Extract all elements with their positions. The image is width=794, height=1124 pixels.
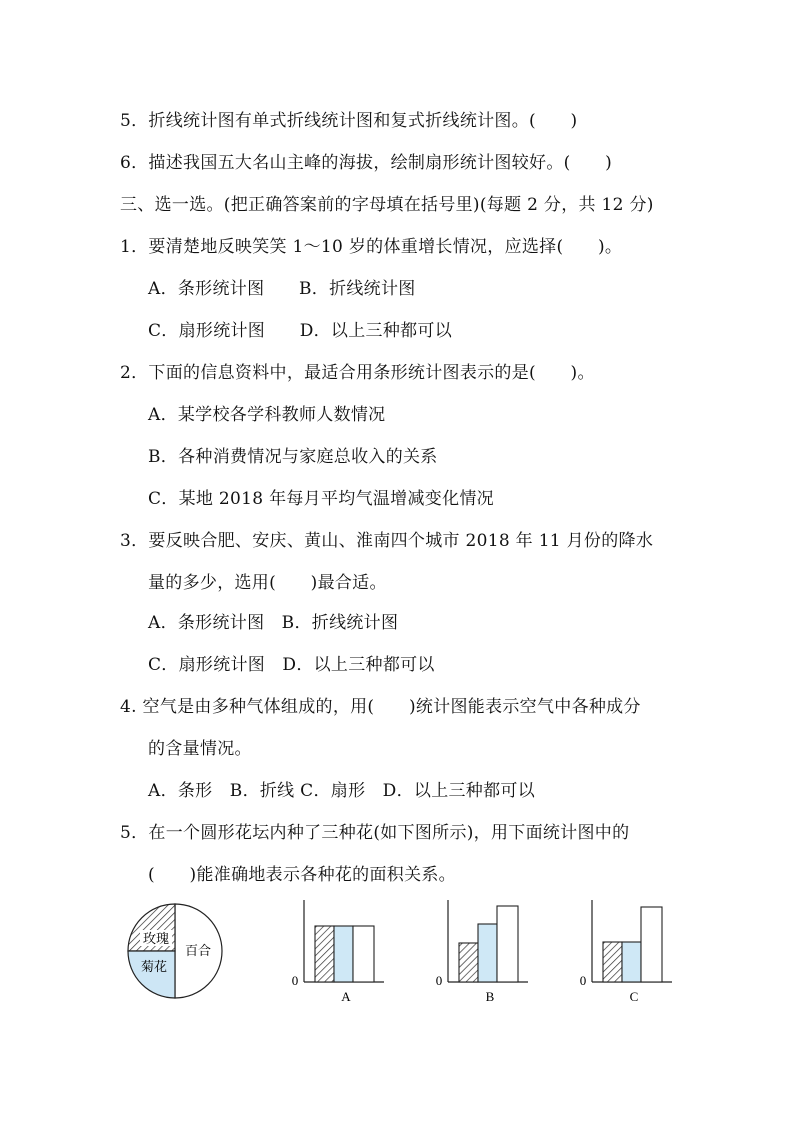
question-2: 2．下面的信息资料中，最适合用条形统计图表示的是( )。: [120, 363, 595, 383]
pie-label-chrysanthemum: 菊花: [140, 959, 168, 974]
question-4-options: A．条形 B．折线 C．扇形 D．以上三种都可以: [148, 781, 536, 801]
bar-c-chrysanthemum: [622, 942, 641, 982]
bar-chart-option-a: [292, 900, 384, 1004]
question-5-continued: ( )能准确地表示各种花的面积关系。: [148, 865, 456, 885]
pie-label-rose: 玫瑰: [142, 931, 170, 946]
question-1-options-cd: C．扇形统计图 D．以上三种都可以: [148, 321, 453, 341]
bar-a-chrysanthemum: [334, 926, 353, 982]
option-label-a: A: [341, 989, 351, 1004]
bar-a-lily: [353, 926, 374, 982]
question-2-option-a: A．某学校各学科教师人数情况: [148, 405, 386, 425]
bar-c-lily: [641, 907, 662, 982]
axis-zero-c: 0: [579, 973, 587, 988]
section-3-heading: 三、选一选。(把正确答案前的字母填在括号里)(每题 2 分，共 12 分): [120, 195, 654, 215]
statement-6: 6．描述我国五大名山主峰的海拔，绘制扇形统计图较好。( ): [120, 153, 613, 173]
bar-chart-option-c: [580, 900, 672, 1004]
statement-5: 5．折线统计图有单式折线统计图和复式折线统计图。( ): [120, 111, 578, 131]
question-3: 3．要反映合肥、安庆、黄山、淮南四个城市 2018 年 11 月份的降水: [120, 531, 654, 551]
question-1: 1．要清楚地反映笑笑 1～10 岁的体重增长情况，应选择( )。: [120, 237, 623, 257]
question-3-continued: 量的多少，选用( )最合适。: [148, 573, 387, 593]
question-2-option-c: C．某地 2018 年每月平均气温增减变化情况: [148, 489, 494, 509]
bar-b-chrysanthemum: [478, 924, 497, 982]
question-2-option-b: B．各种消费情况与家庭总收入的关系: [148, 447, 438, 467]
bar-b-rose: [459, 943, 478, 982]
flower-bed-figure: [118, 898, 698, 1013]
bar-a-rose: [315, 926, 334, 982]
bar-c-rose: [603, 942, 622, 982]
axis-zero-b: 0: [435, 973, 443, 988]
bar-chart-option-b: [436, 900, 528, 1004]
question-4-continued: 的含量情况。: [148, 739, 252, 759]
bar-b-lily: [497, 906, 518, 982]
question-3-options-cd: C．扇形统计图 D．以上三种都可以: [148, 655, 435, 675]
question-1-options-ab: A．条形统计图 B．折线统计图: [148, 279, 416, 299]
question-3-options-ab: A．条形统计图 B．折线统计图: [148, 613, 399, 633]
question-4: 4. 空气是由多种气体组成的，用( )统计图能表示空气中各种成分: [120, 697, 641, 717]
axis-zero-a: 0: [291, 973, 299, 988]
question-5: 5．在一个圆形花坛内种了三种花(如下图所示)，用下面统计图中的: [120, 823, 630, 843]
flower-bed-pie: [128, 904, 222, 998]
pie-label-lily: 百合: [184, 943, 212, 958]
option-label-b: B: [485, 989, 495, 1004]
option-label-c: C: [629, 989, 639, 1004]
